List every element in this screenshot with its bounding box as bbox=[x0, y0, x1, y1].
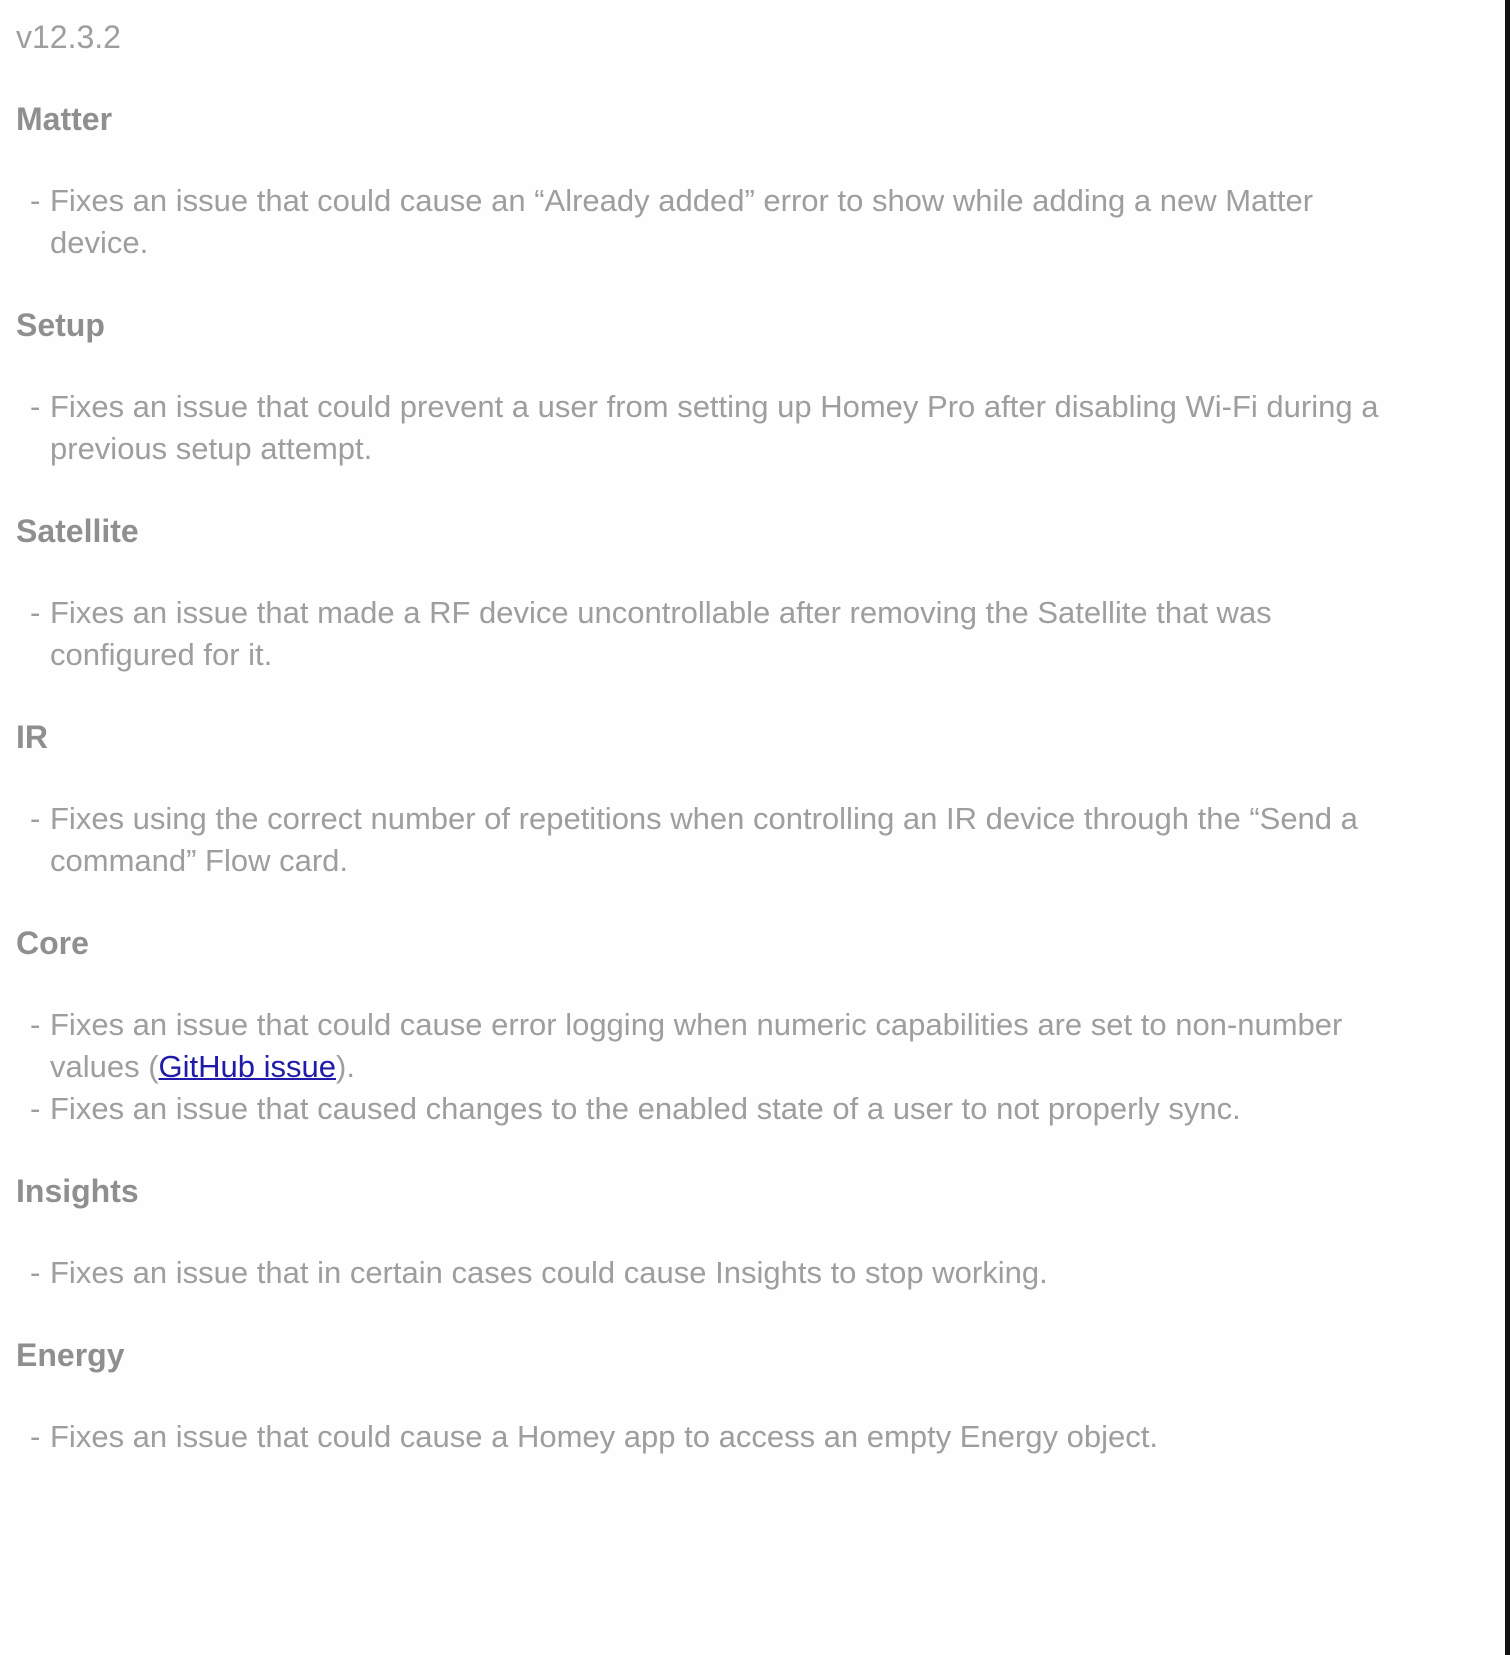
section-heading: IR bbox=[16, 719, 48, 755]
section-list bbox=[16, 1004, 1400, 1130]
section-heading: Setup bbox=[16, 307, 105, 343]
section-list bbox=[16, 1252, 1400, 1294]
changelog-item: - Fixes an issue that could cause an “Already added” error to show while adding a new Matter device. bbox=[50, 180, 1400, 264]
section-list bbox=[16, 180, 1400, 264]
github-issue-link[interactable]: GitHub issue bbox=[158, 1049, 337, 1084]
changelog-item: - Fixes an issue that could cause error logging when numeric capabilities are set to non-number values (GitHub issue). bbox=[50, 1004, 1400, 1088]
section-list bbox=[16, 592, 1400, 676]
right-edge-border bbox=[1505, 0, 1510, 1655]
section-list bbox=[16, 386, 1400, 470]
section-heading: Matter bbox=[16, 101, 113, 137]
sections bbox=[16, 98, 1400, 1458]
changelog-item: - Fixes an issue that made a RF device uncontrollable after removing the Satellite that was configured for it. bbox=[50, 592, 1400, 676]
section-heading: Satellite bbox=[16, 513, 139, 549]
section-heading: Energy bbox=[16, 1337, 125, 1373]
changelog-item: - Fixes an issue that caused changes to the enabled state of a user to not properly sync. bbox=[50, 1088, 1400, 1130]
section-list bbox=[16, 1416, 1400, 1458]
section-heading: Core bbox=[16, 925, 89, 961]
section-list bbox=[16, 798, 1400, 882]
version-label: v12.3.2 bbox=[16, 19, 121, 55]
changelog-item: - Fixes an issue that could prevent a user from setting up Homey Pro after disabling Wi-Fi during a previous setup attempt. bbox=[50, 386, 1400, 470]
section-heading: Insights bbox=[16, 1173, 139, 1209]
changelog-item: - Fixes an issue that could cause a Homey app to access an empty Energy object. bbox=[50, 1416, 1400, 1458]
changelog-item: - Fixes an issue that in certain cases could cause Insights to stop working. bbox=[50, 1252, 1400, 1294]
changelog-item: - Fixes using the correct number of repetitions when controlling an IR device through the “Send a command” Flow card. bbox=[50, 798, 1400, 882]
